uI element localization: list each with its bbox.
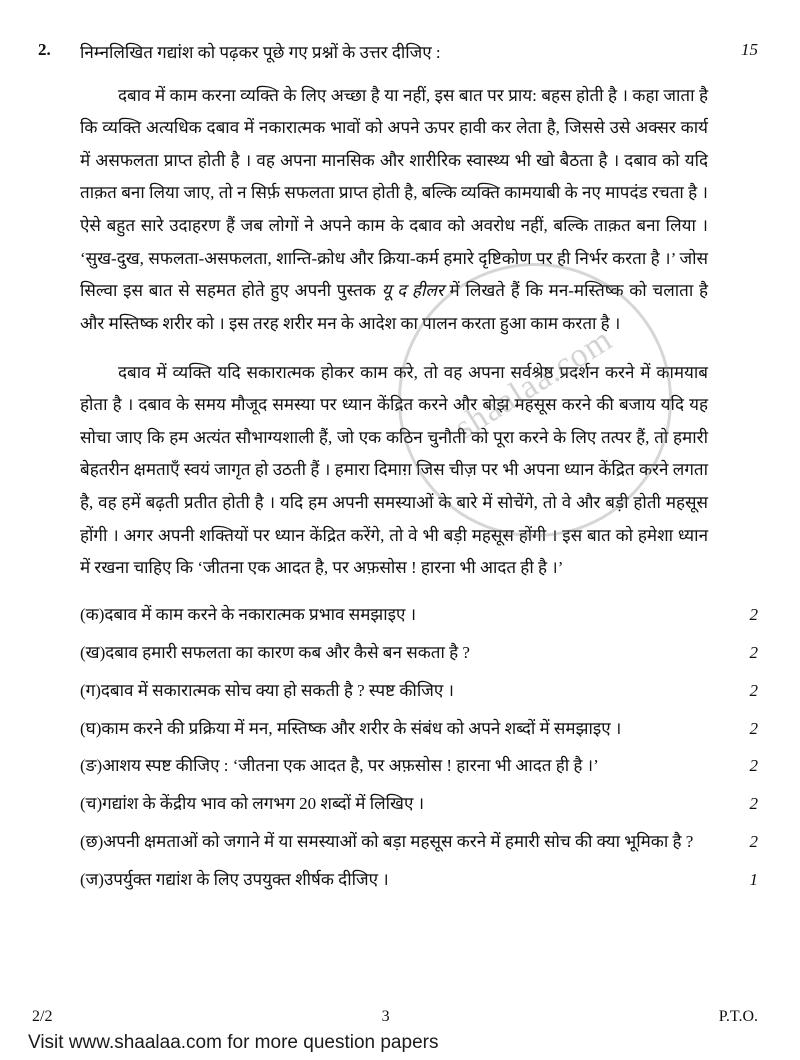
sub-question-text: उपर्युक्त गद्यांश के लिए उपयुक्त शीर्षक दीजिए । <box>103 870 389 890</box>
watermark-text: shaalaa.com <box>448 320 620 447</box>
sub-question-marks: 2 <box>749 832 758 852</box>
sub-question-item <box>32 828 758 857</box>
sub-question-item <box>32 601 758 630</box>
question-marks: 15 <box>741 40 758 59</box>
sub-question-item <box>32 866 758 895</box>
sub-question-item <box>32 639 758 668</box>
passage-paragraph-2: दबाव में व्यक्ति यदि सकारात्मक होकर काम करे, तो वह अपना सर्वश्रेष्ठ प्रदर्शन करने में कामयाब होता है । दबाव के समय मौजूद समस्या पर ध्यान केंद्रित करने और बोझ महसूस करने की बजाय यदि यह सोचा जाए कि हम अत्यंत सौभाग्यशाली हैं, जो एक कठिन चुनौती को पूरा करने के लिए तत्पर हैं, तो हमारी बेहतरीन क्षमताएँ स्वयं जागृत हो उठती हैं । हमारा दिमाग़ जिस चीज़ पर भी अपना ध्यान केंद्रित करने लगता है, वह हमें बढ़ती प्रतीत होती है । यदि हम अपनी समस्याओं के बारे में सोचेंगे, तो वे और बड़ी होती महसूस होंगी । अगर अपनी शक्तियों पर ध्यान केंद्रित करेंगे, तो वे भी बड़ी महसूस होंगी । इस बात को हमेशा ध्यान में रखना चाहिए कि ‘जीतना एक आदत है, पर अफ़सोस ! हारना भी आदत ही है ।’ <box>80 362 708 578</box>
footer-page-number: 3 <box>381 1008 390 1025</box>
sub-question-text: दबाव हमारी सफलता का कारण कब और कैसे बन सकता है ? <box>105 642 470 662</box>
sub-question-marks: 2 <box>749 718 758 738</box>
sub-question-label: (छ) <box>80 832 104 852</box>
sub-question-text: अपनी क्षमताओं को जगाने में या समस्याओं को बड़ा महसूस करने में हमारी सोच की क्या भूमिका है ? <box>103 832 694 852</box>
passage-paragraph-1-part1: दबाव में काम करना व्यक्ति के लिए अच्छा है या नहीं, इस बात पर प्राय: बहस होती है । कहा जाता है कि व्यक्ति अत्यधिक दबाव में नकारात्मक भावों को अपने ऊपर हावी कर लेता है, जिससे उसे अक्सर कार्य में असफलता प्राप्त होती है । वह अपना मानसिक और शारीरिक स्वास्थ्य भी खो बैठता है । दबाव को यदि ताक़त बना लिया जाए, तो न सिर्फ़ सफलता प्राप्त होती है, बल्कि व्यक्ति कामयाबी के नए मापदंड रचता है । ऐसे बहुत सारे उदाहरण हैं जब लोगों ने अपने काम के दबाव को अवरोध नहीं, बल्कि ताक़त बना लिया । ‘सुख-दुख, सफलता-असफलता, शान्ति-क्रोध और क्रिया-कर्म हमारे दृष्टिकोण पर ही निर्भर करता है ।’ जोस सिल्वा इस बात से सहमत होते हुए अपनी पुस्तक <box>80 85 708 301</box>
question-header <box>32 40 758 66</box>
sub-question-marks: 2 <box>749 756 758 776</box>
sub-question-list <box>32 601 758 895</box>
sub-question-item <box>32 677 758 706</box>
sub-question-label: (क) <box>80 604 105 624</box>
question-heading: निम्नलिखित गद्यांश को पढ़कर पूछे गए प्रश्नों के उत्तर दीजिए : <box>80 43 441 62</box>
footer-page-label: 2/2 <box>32 1008 53 1025</box>
question-number: 2. <box>38 40 51 59</box>
passage-paragraph-1-part2: में लिखते हैं कि मन-मस्तिष्क को चलाता है और मस्तिष्क शरीर को । इस तरह शरीर मन के आदेश का पालन करता हुआ काम करता है । <box>80 281 709 333</box>
sub-question-marks: 2 <box>749 680 758 700</box>
footer-pto: P.T.O. <box>718 1008 758 1025</box>
sub-question-text: गद्यांश के केंद्रीय भाव को लगभग 20 शब्दों में लिखिए । <box>102 794 425 814</box>
sub-question-text: आशय स्पष्ट कीजिए : ‘जीतना एक आदत है, पर अफ़सोस ! हारना भी आदत ही है ।’ <box>102 756 599 776</box>
sub-question-marks: 1 <box>749 870 758 890</box>
sub-question-marks: 2 <box>749 642 758 662</box>
sub-question-label: (ग) <box>80 680 101 700</box>
sub-question-text: काम करने की प्रक्रिया में मन, मस्तिष्क और शरीर के संबंध को अपने शब्दों में समझाइए । <box>101 718 622 738</box>
sub-question-item <box>32 752 758 781</box>
passage-paragraph-1 <box>80 80 708 341</box>
sub-question-text: दबाव में सकारात्मक सोच क्या हो सकती है ? स्पष्ट कीजिए । <box>100 680 454 700</box>
passage <box>80 80 708 585</box>
passage-book-title: यू द हीलर <box>381 281 444 301</box>
sub-question-item <box>32 790 758 819</box>
sub-question-label: (ख) <box>80 642 106 662</box>
page-footer <box>0 1008 800 1026</box>
sub-question-label: (ज) <box>80 870 104 890</box>
site-banner: Visit www.shaalaa.com for more question papers <box>28 1032 439 1053</box>
sub-question-label: (ङ) <box>80 756 103 776</box>
sub-question-label: (च) <box>80 794 103 814</box>
sub-question-marks: 2 <box>749 604 758 624</box>
sub-question-text: दबाव में काम करने के नकारात्मक प्रभाव समझाइए । <box>104 604 417 624</box>
sub-question-marks: 2 <box>749 794 758 814</box>
sub-question-item <box>32 715 758 744</box>
sub-question-label: (घ) <box>80 718 102 738</box>
